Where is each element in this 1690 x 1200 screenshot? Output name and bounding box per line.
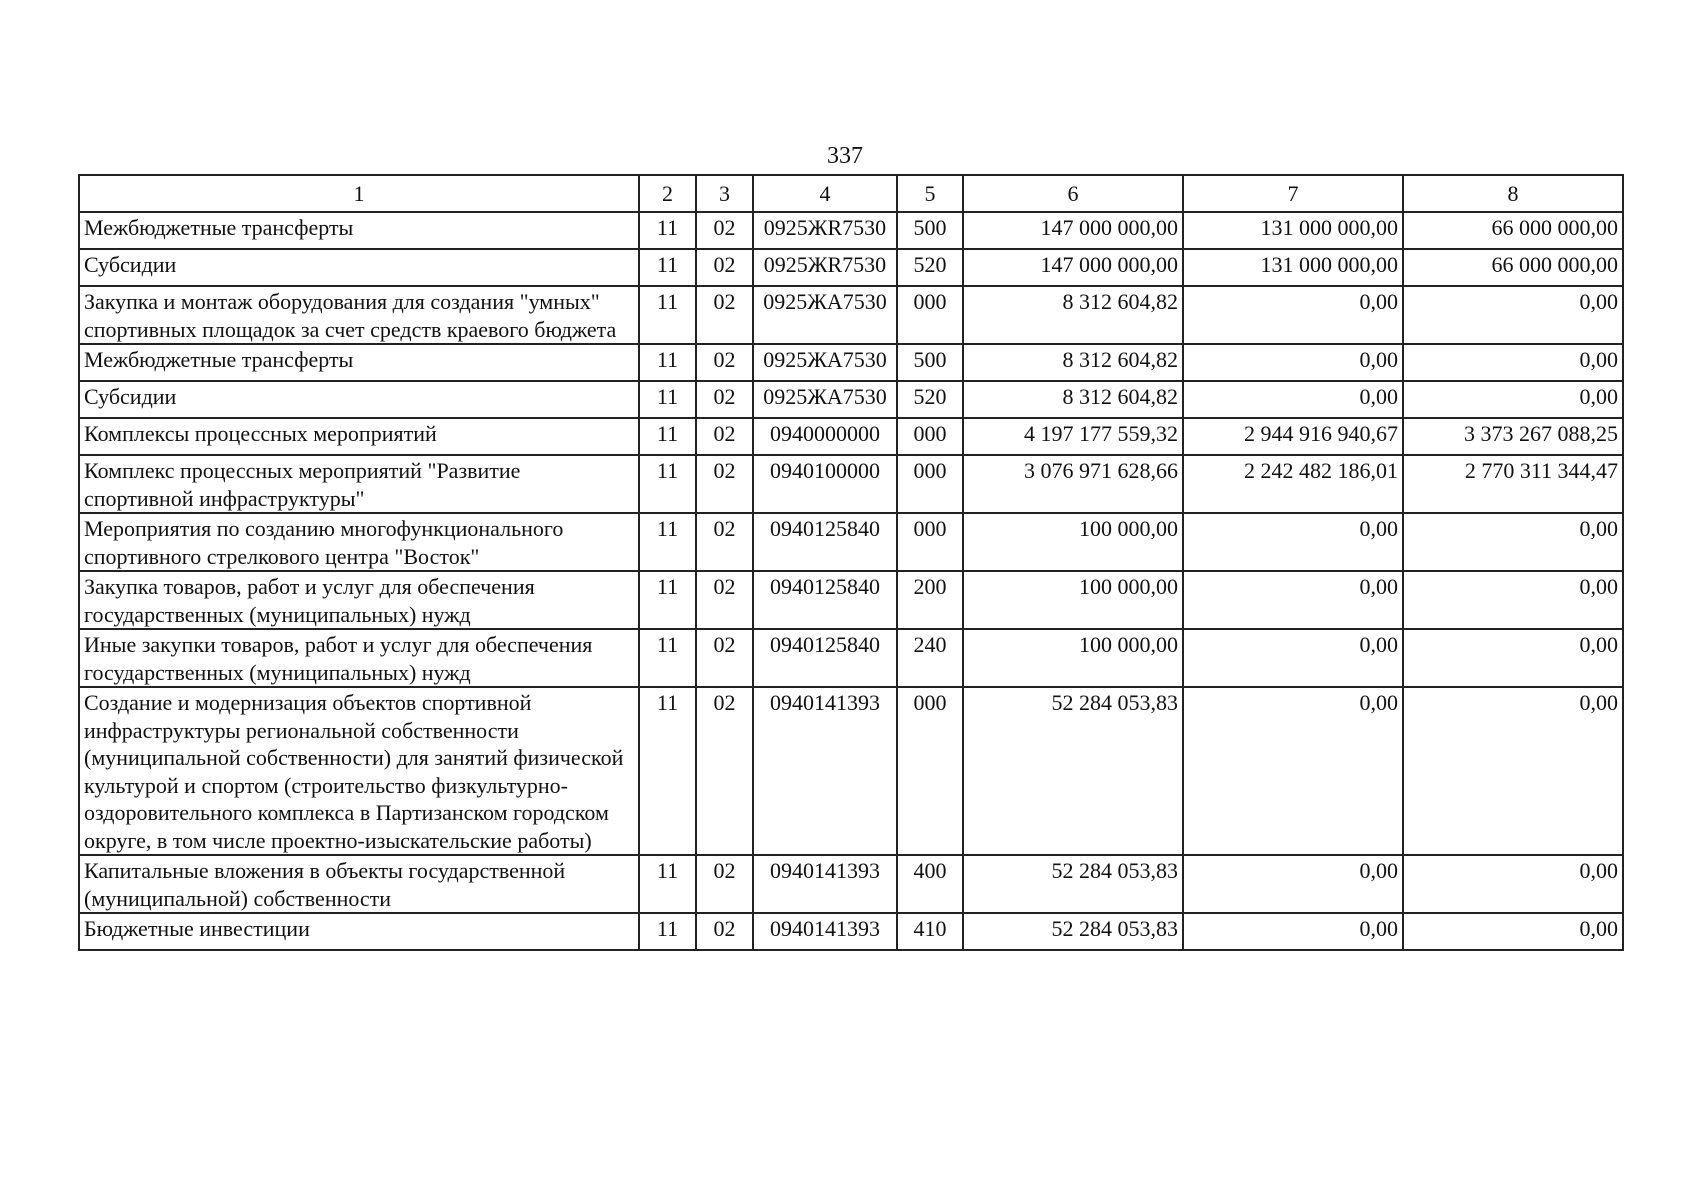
row-expense-type: 000 xyxy=(897,286,963,344)
row-target-code: 0940141393 xyxy=(753,687,897,855)
header-col-2: 2 xyxy=(639,175,696,212)
row-amount-1: 4 197 177 559,32 xyxy=(963,418,1183,455)
row-subsection: 02 xyxy=(696,687,753,855)
table-row xyxy=(79,418,1623,455)
table-row xyxy=(79,344,1623,381)
row-name: Комплекс процессных мероприятий "Развитие спортивной инфраструктуры" xyxy=(79,455,639,513)
row-amount-2: 131 000 000,00 xyxy=(1183,212,1403,249)
row-expense-type: 240 xyxy=(897,629,963,687)
row-section: 11 xyxy=(639,344,696,381)
row-amount-1: 8 312 604,82 xyxy=(963,381,1183,418)
row-amount-3: 0,00 xyxy=(1403,286,1623,344)
row-amount-1: 8 312 604,82 xyxy=(963,286,1183,344)
table-row xyxy=(79,212,1623,249)
row-amount-2: 0,00 xyxy=(1183,687,1403,855)
row-expense-type: 500 xyxy=(897,212,963,249)
row-target-code: 0925ЖА7530 xyxy=(753,286,897,344)
row-amount-2: 0,00 xyxy=(1183,629,1403,687)
row-name: Бюджетные инвестиции xyxy=(79,913,639,950)
table-row xyxy=(79,571,1623,629)
row-section: 11 xyxy=(639,855,696,913)
row-section: 11 xyxy=(639,381,696,418)
row-amount-1: 8 312 604,82 xyxy=(963,344,1183,381)
row-amount-1: 52 284 053,83 xyxy=(963,855,1183,913)
row-name: Иные закупки товаров, работ и услуг для обеспечения государственных (муниципальных) нужд xyxy=(79,629,639,687)
row-expense-type: 000 xyxy=(897,687,963,855)
row-amount-3: 0,00 xyxy=(1403,571,1623,629)
row-expense-type: 400 xyxy=(897,855,963,913)
row-amount-1: 52 284 053,83 xyxy=(963,687,1183,855)
header-col-6: 6 xyxy=(963,175,1183,212)
row-expense-type: 000 xyxy=(897,455,963,513)
row-name: Комплексы процессных мероприятий xyxy=(79,418,639,455)
row-section: 11 xyxy=(639,418,696,455)
header-col-4: 4 xyxy=(753,175,897,212)
row-name: Мероприятия по созданию многофункционального спортивного стрелкового центра "Восток" xyxy=(79,513,639,571)
row-expense-type: 500 xyxy=(897,344,963,381)
table-row xyxy=(79,381,1623,418)
row-amount-2: 0,00 xyxy=(1183,513,1403,571)
page-number: 337 xyxy=(827,143,863,169)
row-section: 11 xyxy=(639,212,696,249)
row-amount-3: 0,00 xyxy=(1403,629,1623,687)
row-amount-3: 0,00 xyxy=(1403,381,1623,418)
header-col-5: 5 xyxy=(897,175,963,212)
row-amount-2: 0,00 xyxy=(1183,344,1403,381)
row-section: 11 xyxy=(639,629,696,687)
row-target-code: 0940100000 xyxy=(753,455,897,513)
row-amount-2: 0,00 xyxy=(1183,381,1403,418)
row-amount-2: 0,00 xyxy=(1183,855,1403,913)
row-section: 11 xyxy=(639,249,696,286)
row-section: 11 xyxy=(639,687,696,855)
row-subsection: 02 xyxy=(696,855,753,913)
row-amount-1: 100 000,00 xyxy=(963,513,1183,571)
table-row xyxy=(79,513,1623,571)
row-name: Субсидии xyxy=(79,381,639,418)
row-amount-1: 100 000,00 xyxy=(963,571,1183,629)
row-target-code: 0925ЖR7530 xyxy=(753,212,897,249)
row-amount-3: 0,00 xyxy=(1403,344,1623,381)
table-row xyxy=(79,286,1623,344)
row-amount-2: 131 000 000,00 xyxy=(1183,249,1403,286)
row-target-code: 0940141393 xyxy=(753,913,897,950)
table-row xyxy=(79,687,1623,855)
row-name: Капитальные вложения в объекты государственной (муниципальной) собственности xyxy=(79,855,639,913)
row-target-code: 0940125840 xyxy=(753,513,897,571)
row-subsection: 02 xyxy=(696,513,753,571)
row-target-code: 0940000000 xyxy=(753,418,897,455)
row-amount-2: 0,00 xyxy=(1183,571,1403,629)
header-col-7: 7 xyxy=(1183,175,1403,212)
row-amount-3: 66 000 000,00 xyxy=(1403,212,1623,249)
row-subsection: 02 xyxy=(696,455,753,513)
row-subsection: 02 xyxy=(696,249,753,286)
table-row xyxy=(79,855,1623,913)
table-row xyxy=(79,455,1623,513)
row-subsection: 02 xyxy=(696,344,753,381)
row-target-code: 0925ЖR7530 xyxy=(753,249,897,286)
table-row xyxy=(79,629,1623,687)
row-expense-type: 520 xyxy=(897,249,963,286)
row-name: Создание и модернизация объектов спортивной инфраструктуры региональной собственности (муниципальной собственности) для занятий физической культурой и спортом (строительство физкультурно-оздоровительного комплекса в Партизанском городском округе, в том числе проектно-изыскательские работы) xyxy=(79,687,639,855)
row-subsection: 02 xyxy=(696,571,753,629)
row-amount-1: 147 000 000,00 xyxy=(963,212,1183,249)
row-subsection: 02 xyxy=(696,286,753,344)
row-amount-3: 0,00 xyxy=(1403,513,1623,571)
row-name: Межбюджетные трансферты xyxy=(79,212,639,249)
row-expense-type: 520 xyxy=(897,381,963,418)
row-target-code: 0940125840 xyxy=(753,629,897,687)
row-amount-3: 0,00 xyxy=(1403,913,1623,950)
row-name: Закупка товаров, работ и услуг для обеспечения государственных (муниципальных) нужд xyxy=(79,571,639,629)
row-subsection: 02 xyxy=(696,212,753,249)
row-amount-2: 2 242 482 186,01 xyxy=(1183,455,1403,513)
header-col-1: 1 xyxy=(79,175,639,212)
row-amount-3: 0,00 xyxy=(1403,687,1623,855)
row-amount-1: 52 284 053,83 xyxy=(963,913,1183,950)
row-subsection: 02 xyxy=(696,381,753,418)
header-col-3: 3 xyxy=(696,175,753,212)
row-section: 11 xyxy=(639,913,696,950)
row-section: 11 xyxy=(639,286,696,344)
row-amount-2: 0,00 xyxy=(1183,286,1403,344)
row-target-code: 0940141393 xyxy=(753,855,897,913)
row-subsection: 02 xyxy=(696,913,753,950)
row-section: 11 xyxy=(639,513,696,571)
row-target-code: 0925ЖА7530 xyxy=(753,344,897,381)
row-amount-1: 3 076 971 628,66 xyxy=(963,455,1183,513)
row-amount-3: 66 000 000,00 xyxy=(1403,249,1623,286)
row-amount-3: 0,00 xyxy=(1403,855,1623,913)
row-target-code: 0940125840 xyxy=(753,571,897,629)
row-subsection: 02 xyxy=(696,629,753,687)
header-col-8: 8 xyxy=(1403,175,1623,212)
row-amount-2: 2 944 916 940,67 xyxy=(1183,418,1403,455)
row-target-code: 0925ЖА7530 xyxy=(753,381,897,418)
row-expense-type: 200 xyxy=(897,571,963,629)
table-row xyxy=(79,249,1623,286)
row-amount-2: 0,00 xyxy=(1183,913,1403,950)
row-name: Субсидии xyxy=(79,249,639,286)
row-expense-type: 410 xyxy=(897,913,963,950)
row-expense-type: 000 xyxy=(897,513,963,571)
row-name: Межбюджетные трансферты xyxy=(79,344,639,381)
row-amount-1: 100 000,00 xyxy=(963,629,1183,687)
budget-table xyxy=(78,174,1624,951)
row-amount-3: 3 373 267 088,25 xyxy=(1403,418,1623,455)
row-name: Закупка и монтаж оборудования для создания "умных" спортивных площадок за счет средств краевого бюджета xyxy=(79,286,639,344)
header-row xyxy=(79,175,1623,212)
row-expense-type: 000 xyxy=(897,418,963,455)
table-row xyxy=(79,913,1623,950)
row-subsection: 02 xyxy=(696,418,753,455)
row-section: 11 xyxy=(639,455,696,513)
row-amount-3: 2 770 311 344,47 xyxy=(1403,455,1623,513)
row-amount-1: 147 000 000,00 xyxy=(963,249,1183,286)
row-section: 11 xyxy=(639,571,696,629)
